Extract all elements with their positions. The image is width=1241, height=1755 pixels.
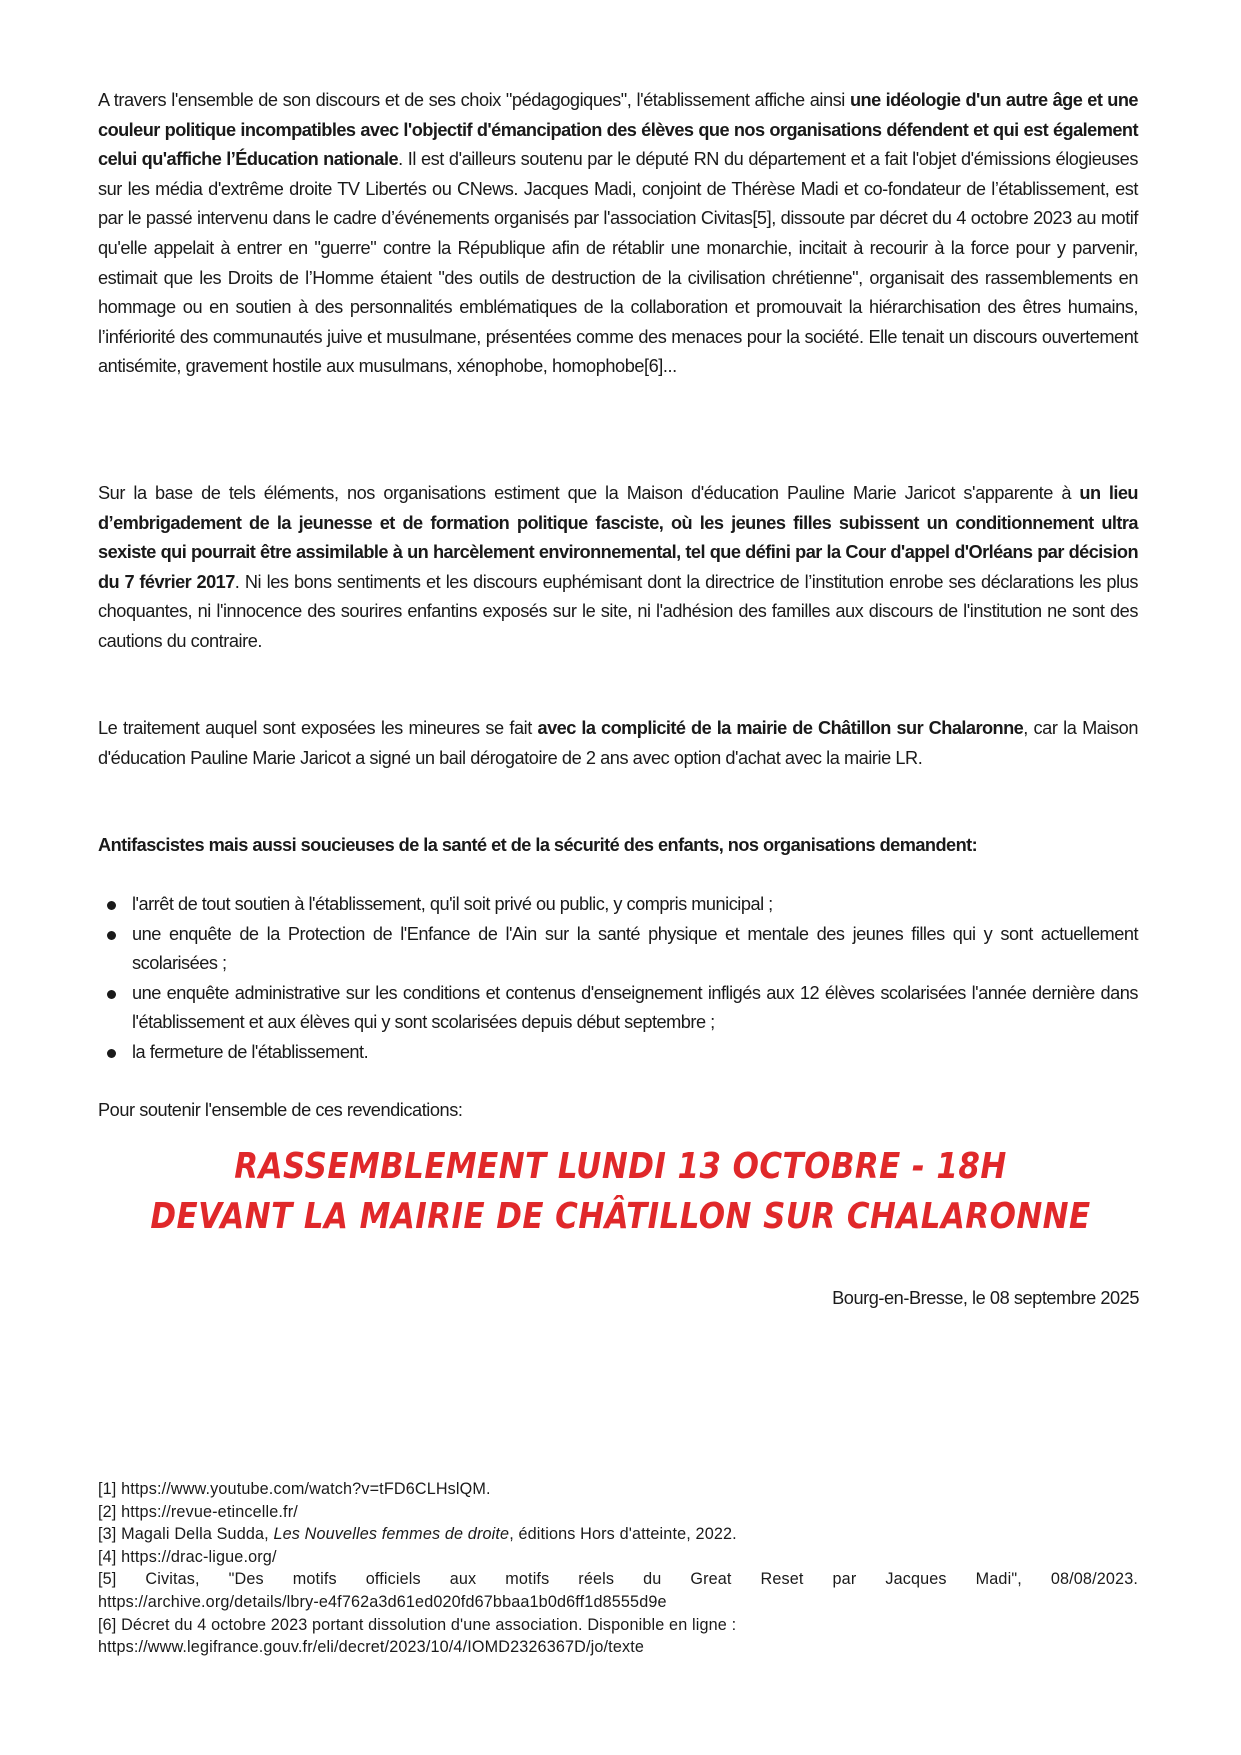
rally-banner-line-1: RASSEMBLEMENT LUNDI 13 OCTOBRE - 18H (234, 1146, 1007, 1187)
footnote-1[interactable]: [1] https://www.youtube.com/watch?v=tFD6CLHslQM. (98, 1480, 491, 1498)
list-item-text: la fermeture de l'établissement. (132, 1041, 369, 1062)
paragraph-ideology (98, 86, 1138, 382)
paragraph-complicity (98, 714, 1138, 773)
list-item-text: une enquête administrative sur les conditions et contenus d'enseignement infligés aux 12 élèves scolarisées l'année dernière dans l'établissement et aux élèves qui y sont scolarisées depuis début septembre ; (132, 982, 1138, 1033)
footnote-5-link[interactable]: https://archive.org/details/lbry-e4f762a3d61ed020fd67bbaa1b0d6ff1d8555d9e (98, 1592, 667, 1611)
demands-list (98, 890, 1138, 1068)
list-item-text: l'arrêt de tout soutien à l'établissement, qu'il soit privé ou public, y compris municipal ; (132, 894, 773, 914)
footnotes (98, 1478, 1138, 1659)
footnote-3-suffix: , éditions Hors d'atteinte, 2022. (509, 1525, 737, 1544)
list-item (98, 920, 1138, 979)
list-item (98, 1038, 1138, 1068)
footnote-3-title: Les Nouvelles femmes de droite (273, 1525, 510, 1544)
bullet-icon (107, 901, 116, 910)
demands-heading (98, 831, 1138, 861)
paragraph-text: , car la Maison d'éducation Pauline Marie Jaricot a signé un bail dérogatoire de 2 ans avec option d'achat avec la mairie LR. (98, 718, 1138, 768)
paragraph-text: Le traitement auquel sont exposées les mineures se fait (98, 718, 538, 738)
list-item (98, 890, 1138, 920)
support-line: Pour soutenir l'ensemble de ces revendications: (98, 1100, 463, 1120)
paragraph-text: A travers l'ensemble de son discours et de ses choix "pédagogiques", l'établissement affiche ainsi (98, 90, 850, 110)
paragraph-text: . Il est d'ailleurs soutenu par le député RN du département et a fait l'objet d'émissions élogieuses sur les média d'extrême droite TV Libertés ou CNews. Jacques Madi, conjoint de Thérèse Madi et co-fondateur de l’établissement, est par le passé intervenu dans le cadre d’événements organisés par l'association Civitas[5], dissoute par décret du 4 octobre 2023 au motif qu'elle appelait à entrer en "guerre" contre la République afin de rétablir une monarchie, incitait à recourir à la force pour y parvenir, estimait que les Droits de l’Homme étaient "des outils de destruction de la civilisation chrétienne", organisait des rassemblements en hommage ou en soutien à des personnalités emblématiques de la collaboration et promouvait la hiérarchisation des êtres humains, l’infériorité des communautés juive et musulmane, présentées comme des menaces pour la société. Elle tenait un discours ouvertement antisémite, gravement hostile aux musulmans, xénophobe, homophobe[6]... (98, 149, 1138, 377)
list-item (98, 979, 1138, 1038)
paragraph-bold-text: avec la complicité de la mairie de Châtillon sur Chalaronne (537, 718, 1024, 738)
footnote-3 (98, 1523, 1138, 1546)
footnote-6-line-1: [6] Décret du 4 octobre 2023 portant dissolution d'une association. Disponible en ligne : (98, 1615, 737, 1634)
paragraph-bold-text: une idéologie d'un autre âge et une couleur politique incompatibles avec l'objectif d'émancipation des élèves que nos organisations défendent et qui est également celui qu'affiche l’Éducation nationale (98, 90, 1138, 170)
footnote-4[interactable]: [4] https://drac-ligue.org/ (98, 1547, 277, 1566)
demands-heading-text: Antifascistes mais aussi soucieuses de la santé et de la sécurité des enfants, nos organisations demandent: (98, 835, 978, 855)
footnote-5-line-1: [5] Civitas, "Des motifs officiels aux motifs réels du Great Reset par Jacques Madi", 08/08/2023. (98, 1570, 1138, 1589)
paragraph-text: . Ni les bons sentiments et les discours euphémisant dont la directrice de l’institution enrobe ses déclarations les plus choquantes, ni l'innocence des sourires enfantins exposés sur le site, ni l'adhésion des familles aux discours de l'institution ne sont des cautions du contraire. (98, 571, 1139, 651)
bullet-icon (107, 931, 116, 940)
paragraph-text: Sur la base de tels éléments, nos organisations estiment que la Maison d'éducation Pauline Marie Jaricot s'apparente à (98, 483, 1080, 503)
bullet-icon (107, 990, 116, 999)
rally-banner-line-2: DEVANT LA MAIRIE DE CHÂTILLON SUR CHALARONNE (150, 1196, 1091, 1237)
footnote-6-link[interactable]: https://www.legifrance.gouv.fr/eli/decret/2023/10/4/IOMD2326367D/jo/texte (98, 1638, 645, 1657)
list-item-text: une enquête de la Protection de l'Enfance de l'Ain sur la santé physique et mentale des jeunes filles qui y sont actuellement scolarisées ; (132, 923, 1138, 974)
paragraph-embrigadement (98, 479, 1138, 657)
paragraph-bold-text: un lieu d’embrigadement de la jeunesse et de formation politique fasciste, où les jeunes filles subissent un conditionnement ultra sexiste qui pourrait être assimilable à un harcèlement environnemental, tel que défini par la Cour d'appel d'Orléans par décision du 7 février 2017 (98, 483, 1138, 592)
bullet-icon (107, 1049, 116, 1058)
place-and-date: Bourg-en-Bresse, le 08 septembre 2025 (832, 1288, 1139, 1308)
footnote-2[interactable]: [2] https://revue-etincelle.fr/ (98, 1502, 298, 1521)
footnote-3-prefix: [3] Magali Della Sudda, (98, 1525, 274, 1544)
